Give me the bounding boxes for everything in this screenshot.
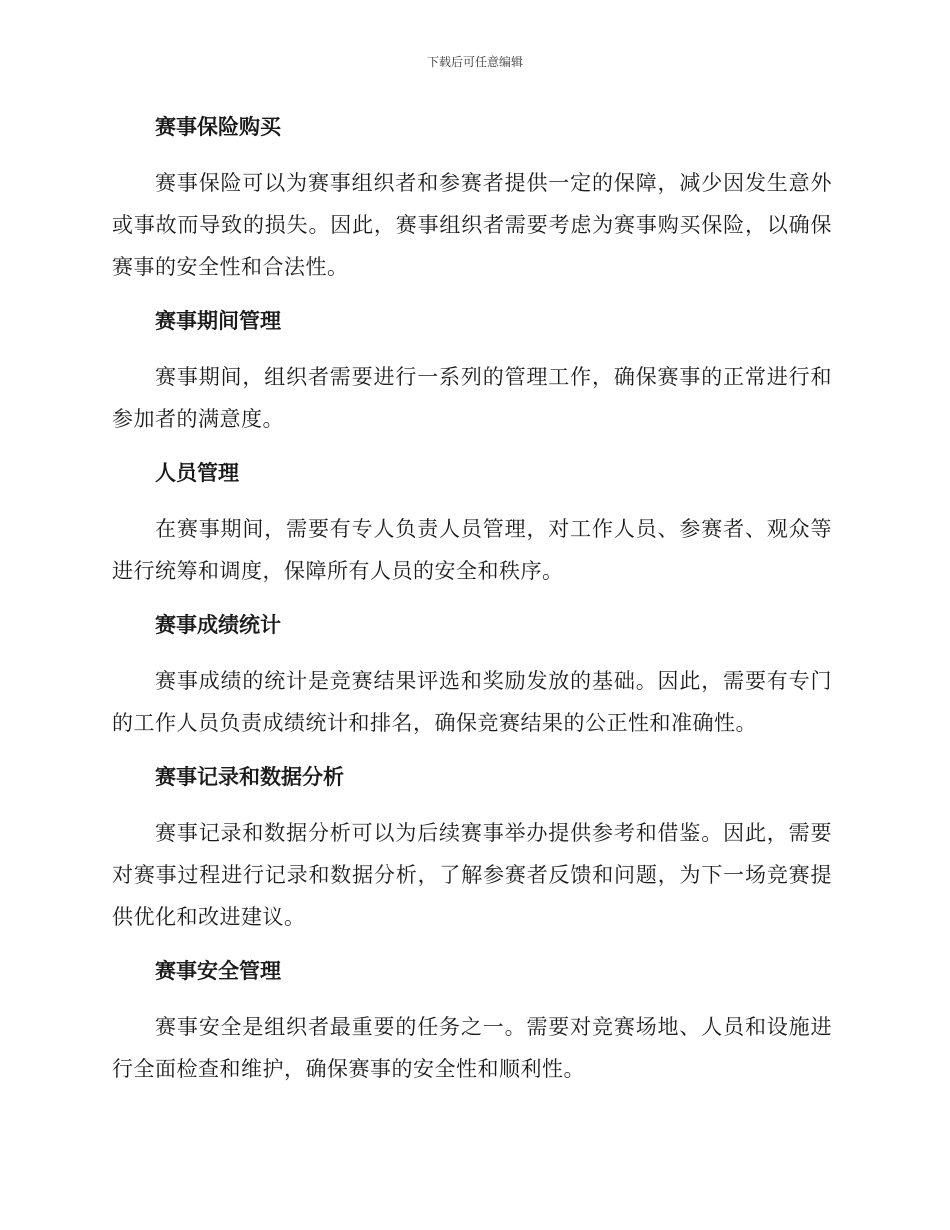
section-insurance (112, 112, 832, 288)
document-body (112, 112, 832, 1108)
section-paragraph: 赛事保险可以为赛事组织者和参赛者提供一定的保障，减少因发生意外或事故而导致的损失。因此，赛事组织者需要考虑为赛事购买保险，以确保赛事的安全性和合法性。 (112, 171, 832, 279)
section-paragraph: 赛事期间，组织者需要进行一系列的管理工作，确保赛事的正常进行和参加者的满意度。 (112, 365, 832, 431)
section-safety (112, 956, 832, 1090)
section-personnel (112, 458, 832, 592)
section-results (112, 610, 832, 744)
section-paragraph: 赛事安全是组织者最重要的任务之一。需要对竞赛场地、人员和设施进行全面检查和维护，确保赛事的安全性和顺利性。 (112, 1015, 832, 1081)
section-heading: 人员管理 (155, 461, 239, 485)
section-paragraph: 在赛事期间，需要有专人负责人员管理，对工作人员、参赛者、观众等进行统筹和调度，保障所有人员的安全和秩序。 (112, 517, 832, 583)
section-paragraph: 赛事成绩的统计是竞赛结果评选和奖励发放的基础。因此，需要有专门的工作人员负责成绩统计和排名，确保竞赛结果的公正性和准确性。 (112, 669, 832, 735)
section-heading: 赛事成绩统计 (155, 613, 281, 637)
section-heading: 赛事记录和数据分析 (155, 765, 344, 789)
page-header: 下载后可任意编辑 (426, 55, 523, 69)
section-paragraph: 赛事记录和数据分析可以为后续赛事举办提供参考和借鉴。因此，需要对赛事过程进行记录和数据分析，了解参赛者反馈和问题，为下一场竞赛提供优化和改进建议。 (112, 821, 832, 929)
section-heading: 赛事安全管理 (155, 959, 281, 983)
section-heading: 赛事保险购买 (155, 115, 281, 139)
section-records (112, 762, 832, 938)
section-event-management (112, 306, 832, 440)
section-heading: 赛事期间管理 (155, 309, 281, 333)
